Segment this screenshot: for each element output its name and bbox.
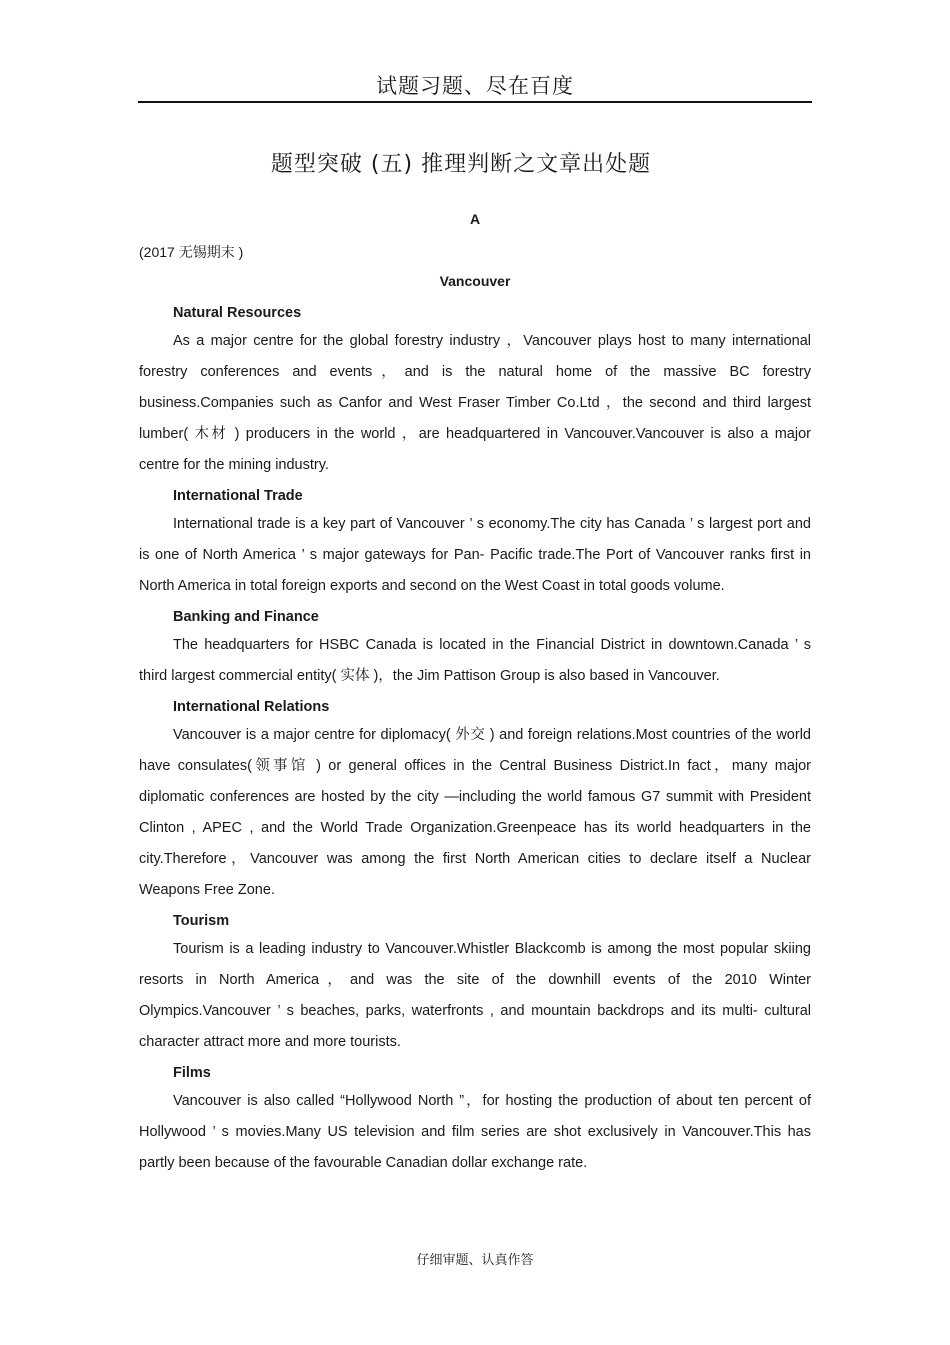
section-heading: Banking and Finance [173, 609, 319, 625]
section-natural-resources [139, 301, 811, 481]
section-international-trade [139, 484, 811, 602]
passage-source: (2017 无锡期末 ) [139, 244, 244, 260]
section-paragraph: The headquarters for HSBC Canada is located in the Financial District in downtown.Canada ’ s third largest commercial entity( 实体 )，the Jim Pattison Group is also based in Vancouver. [139, 637, 811, 684]
section-heading: Films [173, 1065, 211, 1081]
section-tourism [139, 909, 811, 1058]
document-title: 题型突破 (五) 推理判断之文章出处题 [270, 152, 652, 177]
section-heading: Natural Resources [173, 305, 302, 321]
section-paragraph: Vancouver is also called “Hollywood North ”，for hosting the production of about ten percent of Hollywood ’ s movies.Many US television and film series are shot exclusively in Vancouver.This has partly been because of the favourable Canadian dollar exchange rate. [139, 1093, 811, 1171]
section-paragraph: Vancouver is a major centre for diplomacy( 外交 ) and foreign relations.Most countries of the world have consulates(领事馆 ) or general offices in the Central Business District.In fact，many major diplomatic conferences are hosted by the city —including the world famous G7 summit with President Clinton , APEC , and the World Trade Organization.Greenpeace has its world headquarters in the city.Therefore，Vancouver was among the first North American cities to declare itself a Nuclear Weapons Free Zone. [139, 727, 811, 898]
section-heading: International Trade [173, 488, 303, 504]
section-international-relations [139, 695, 811, 906]
section-heading: International Relations [173, 699, 330, 715]
page-header-title: 试题习题、尽在百度 [376, 74, 574, 98]
article-title: Vancouver [439, 273, 511, 289]
header-divider [138, 101, 812, 103]
section-films [139, 1061, 811, 1179]
section-paragraph: Tourism is a leading industry to Vancouver.Whistler Blackcomb is among the most popular skiing resorts in North America，and was the site of the downhill events of the 2010 Winter Olympics.Vancouver ’ s beaches, parks, waterfronts , and mountain backdrops and its multi- cultural character attract more and more tourists. [139, 941, 811, 1050]
section-banking-finance [139, 605, 811, 692]
page-footer: 仔细审题、认真作答 [416, 1253, 534, 1268]
section-paragraph: International trade is a key part of Vancouver ’ s economy.The city has Canada ’ s largest port and is one of North America ’ s major gateways for Pan- Pacific trade.The Port of Vancouver ranks first in North America in total foreign exports and second on the West Coast in total goods volume. [139, 516, 811, 594]
article-body [139, 298, 811, 1179]
passage-letter: A [469, 211, 481, 227]
section-heading: Tourism [173, 913, 230, 929]
section-paragraph: As a major centre for the global forestry industry ，Vancouver plays host to many international forestry conferences and events，and is the natural home of the massive BC forestry business.Companies such as Canfor and West Fraser Timber Co.Ltd ，the second and third largest lumber( 木材 ) producers in the world ，are headquartered in Vancouver.Vancouver is also a major centre for the mining industry. [139, 333, 811, 473]
